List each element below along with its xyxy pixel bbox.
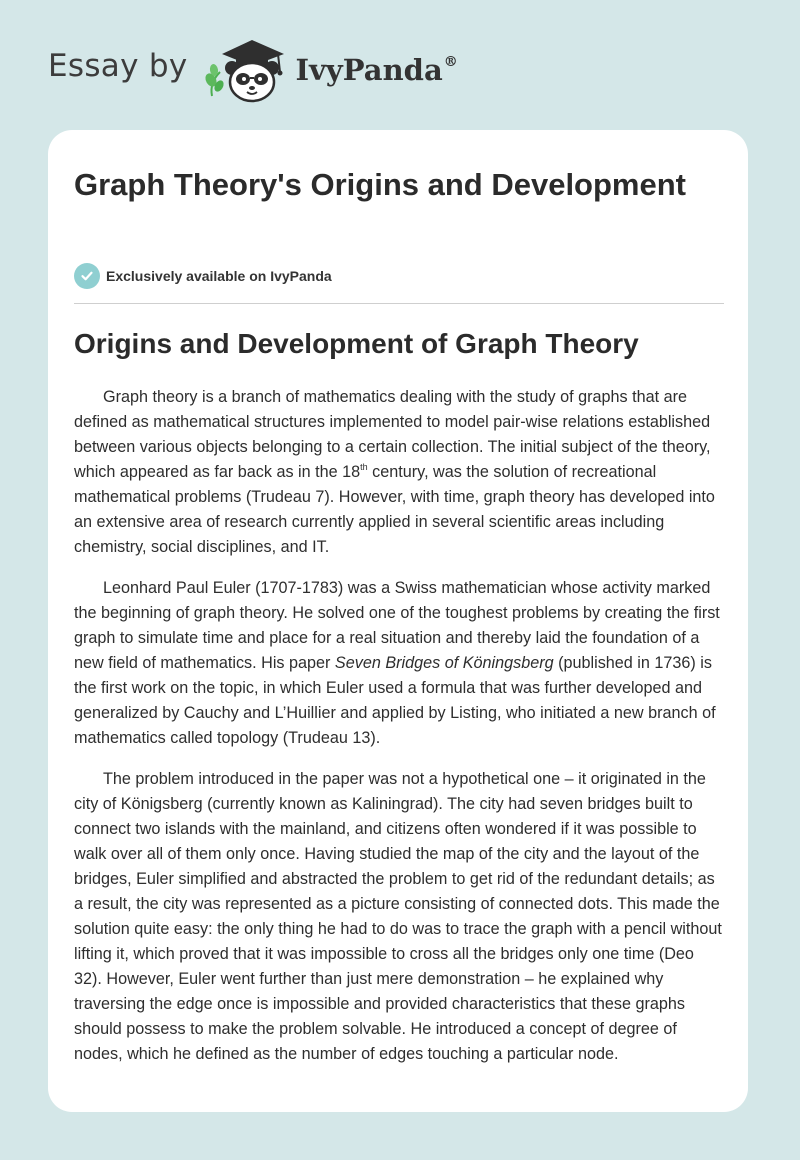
paragraph-1-text-b: century, was the solution of recreational mathematical problems (Trudeau 7). However, with time, graph theory has developed into an extensive area of research currently applied in several scientific areas including chemistry, social disciplines, and IT. <box>74 463 715 556</box>
brand-text: IvyPanda <box>295 53 443 87</box>
essay-body <box>74 385 724 1083</box>
page-title: Graph Theory's Origins and Development <box>74 167 686 202</box>
section-heading: Origins and Development of Graph Theory <box>74 328 639 359</box>
panda-graduate-icon[interactable] <box>202 34 292 104</box>
site-header <box>48 34 458 104</box>
ordinal-suffix: th <box>360 462 368 472</box>
paper-title: Seven Bridges of Köningsberg <box>334 654 554 672</box>
paragraph-3: The problem introduced in the paper was not a hypothetical one – it originated in the city of Königsberg (currently known as Kaliningrad). The city had seven bridges built to connect two islands with the mainland, and citizens often wondered if it was possible to walk over all of them only once. Having studied the map of the city and the layout of the bridges, Euler simplified and abstracted the problem to get rid of the redundant details; as a result, the city was represented as a picture consisting of connected dots. This made the solution quite easy: the only thing he had to do was to trace the graph with a pencil without lifting it, which proved that it was impossible to cross all the bridges only one time (Deo 32). However, Euler went further than just mere demonstration – he explained why traversing the edge once is impossible and provided characteristics that these graphs should possess to make the problem solvable. He introduced a concept of degree of nodes, which he defined as the number of edges touching a particular node. <box>74 770 722 1063</box>
brand-name[interactable] <box>296 53 458 87</box>
paragraph-2 <box>74 576 724 751</box>
paragraph-2-text-b: (published in 1736) is the first work on the topic, in which Euler used a formula that was further developed and generalized by Cauchy and L’Huillier and applied by Listing, who initiated a new branch of mathematics called topology (Trudeau 13). <box>74 654 716 747</box>
paragraph-1-text-a: Graph theory is a branch of mathematics dealing with the study of graphs that are defined as mathematical structures implemented to model pair-wise relations established between various objects belonging to a certain collection. The initial subject of the theory, which appeared as far back as in the 18 <box>74 388 711 481</box>
paragraph-2-text-a: Leonhard Paul Euler (1707-1783) was a Swiss mathematician whose activity marked the beginning of graph theory. He solved one of the toughest problems by creating the first graph to simulate time and place for a real situation and thereby laid the foundation of a new field of mathematics. His paper <box>74 579 720 672</box>
registered-mark: ® <box>443 54 458 70</box>
paragraph-1 <box>74 385 724 560</box>
exclusive-badge <box>74 263 332 289</box>
divider <box>74 303 724 304</box>
essay-by-label: Essay by <box>48 48 188 84</box>
check-icon <box>74 263 100 289</box>
exclusive-label: Exclusively available on IvyPanda <box>106 268 332 284</box>
essay-card <box>48 130 748 1112</box>
